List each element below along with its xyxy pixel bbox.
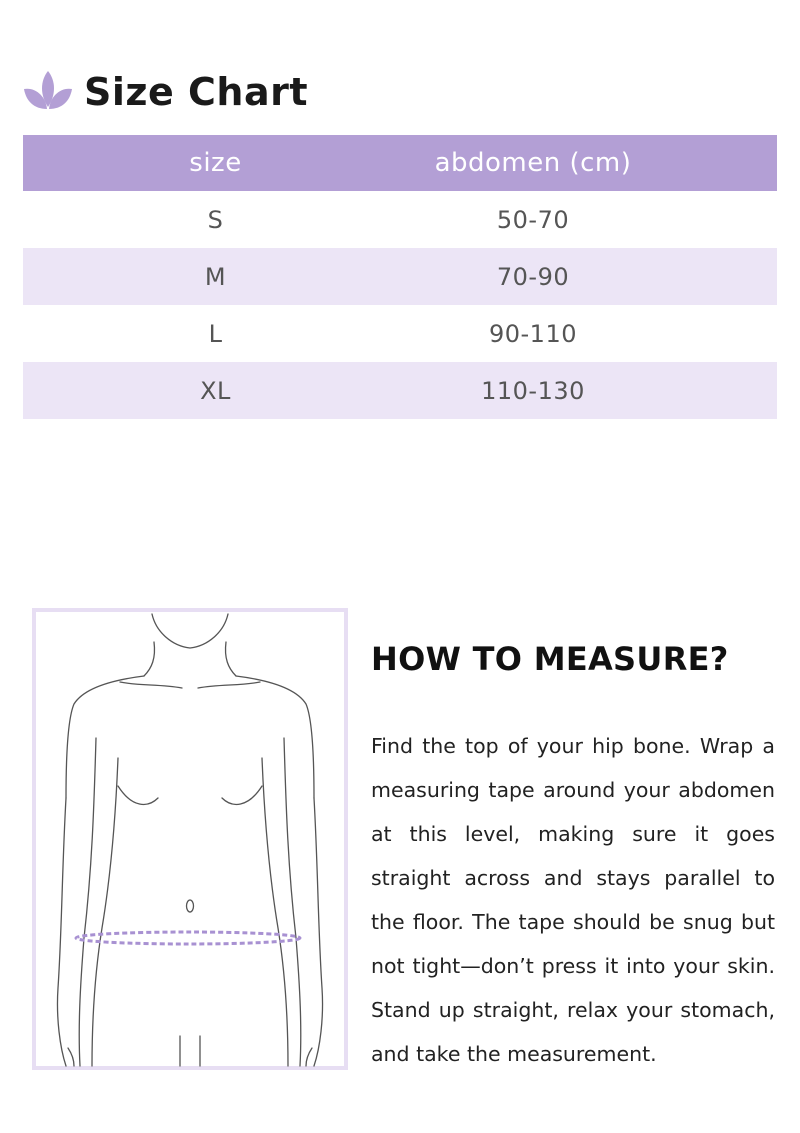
size-cell: XL — [200, 376, 231, 405]
body-illustration — [32, 608, 348, 1070]
measure-heading: HOW TO MEASURE? — [371, 640, 729, 678]
table-row — [23, 248, 777, 305]
size-cell: M — [204, 262, 227, 291]
column-header-size: size — [189, 148, 242, 178]
table-row — [23, 191, 777, 248]
abdomen-cell: 70-90 — [496, 262, 570, 291]
lotus-icon — [22, 67, 74, 117]
size-cell: L — [208, 319, 223, 348]
size-table — [23, 135, 777, 419]
size-cell: S — [207, 205, 224, 234]
abdomen-cell: 90-110 — [488, 319, 577, 348]
table-row — [23, 305, 777, 362]
torso-outline-image — [32, 608, 348, 1070]
table-header — [23, 135, 777, 191]
table-row — [23, 362, 777, 419]
column-header-abdomen: abdomen (cm) — [434, 148, 632, 178]
page-title: Size Chart — [84, 70, 309, 114]
abdomen-cell: 50-70 — [496, 205, 570, 234]
abdomen-cell: 110-130 — [481, 376, 585, 405]
measure-instructions: Find the top of your hip bone. Wrap a measuring tape around your abdomen at this level, making sure it goes straight across and stays parallel to the floor. The tape should be snug but not tight—don’t press it into your skin. Stand up straight, relax your stomach, and take the measurement. — [371, 734, 775, 1066]
header — [22, 62, 308, 122]
